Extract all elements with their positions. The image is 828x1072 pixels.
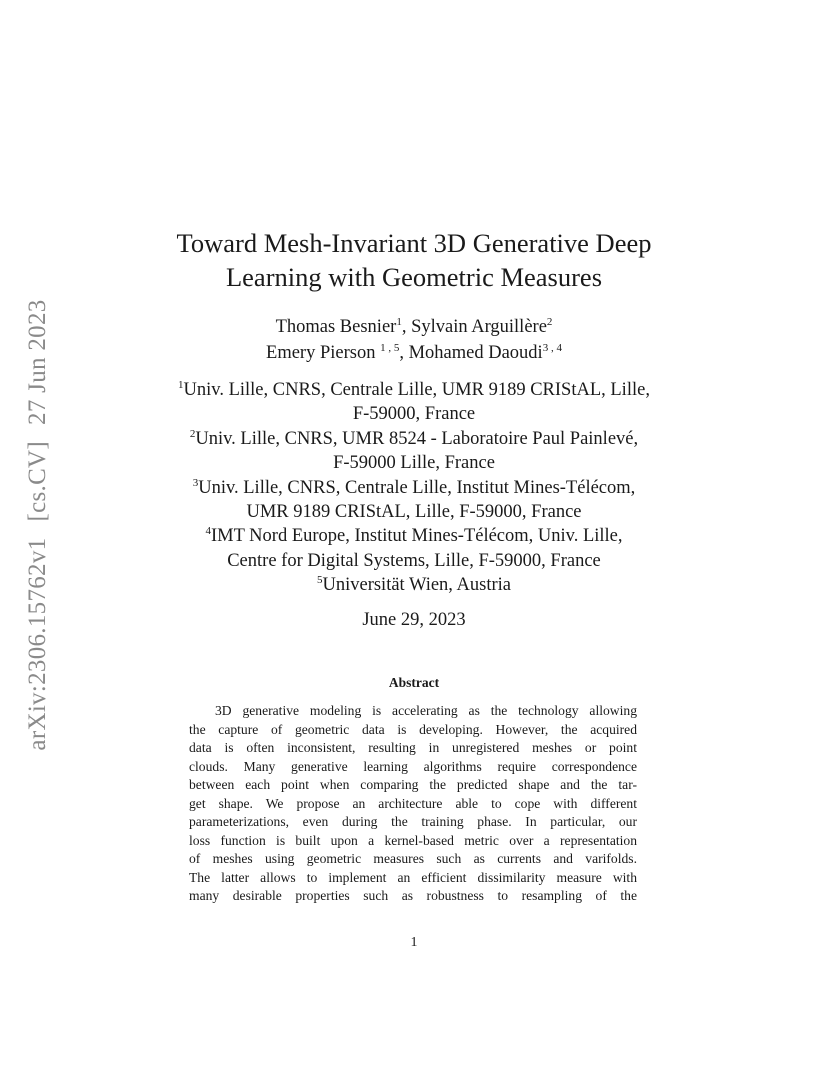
abstract-line: loss function is built upon a kernel-based metric over a representation — [189, 832, 637, 848]
affiliation-line: $^3$Univ. Lille, CNRS, Centrale Lille, Institut Mines-Télécom, — [192, 476, 636, 498]
affiliation-line: UMR 9189 CRIStAL, Lille, F-59000, France — [246, 502, 582, 523]
abstract-line: get shape. We propose an architecture able to cope with different — [189, 795, 637, 811]
page-number: 1 — [410, 935, 418, 950]
arxiv-category: [cs.CV] — [24, 440, 51, 522]
affiliation-line: $^4$IMT Nord Europe, Institut Mines-Télécom, Univ. Lille, — [205, 525, 623, 547]
author-name: Emery Pierson — [266, 343, 376, 363]
abstract-line: of meshes using geometric measures such as currents and varifolds. — [189, 851, 637, 866]
affiliation-line: Centre for Digital Systems, Lille, F-59000, France — [227, 550, 601, 571]
affiliation-line: $^2$Univ. Lille, CNRS, UMR 8524 - Laboratoire Paul Painlevé, — [189, 427, 639, 449]
affiliation-mark: 3 — [192, 476, 199, 489]
author-name: Sylvain Arguillère — [411, 317, 547, 337]
abstract-heading: Abstract — [388, 675, 440, 690]
affiliation-line: F-59000 Lille, France — [333, 453, 495, 474]
author-affiliation-mark: 1 — [396, 316, 402, 328]
abstract-line: clouds. Many generative learning algorithms require correspondence — [189, 758, 637, 774]
affiliation-line: $^1$Univ. Lille, CNRS, Centrale Lille, UMR 9189 CRIStAL, Lille, — [178, 379, 650, 400]
publication-date: June 29, 2023 — [362, 610, 466, 630]
title-line: Toward Mesh-Invariant 3D Generative Deep — [176, 228, 652, 258]
affiliation-line: F-59000, France — [352, 404, 476, 425]
abstract-line: The latter allows to implement an efficient dissimilarity measure with — [189, 869, 637, 885]
arxiv-id: arXiv:2306.15762v1 — [24, 537, 51, 751]
abstract-line: 3D generative modeling is accelerating as the technology allowing — [215, 703, 637, 718]
affiliation-line: $^5$Universität Wien, Austria — [316, 574, 511, 596]
abstract-body — [189, 702, 637, 906]
author-affiliation-mark: 1 , 5 — [380, 342, 400, 354]
affiliation-mark: 4 — [205, 525, 211, 538]
affiliation-list — [0, 378, 828, 598]
abstract-line: many desirable properties such as robustness to resampling of the — [189, 888, 637, 903]
paper-title — [0, 226, 828, 294]
affiliation-mark: 5 — [316, 574, 323, 587]
author-line: Emery Pierson $^{1 , 5}$, Mohamed Daoudi$^{3 , 4}$ — [266, 342, 562, 363]
author-affiliation-mark: 2 — [546, 316, 553, 328]
title-line: Learning with Geometric Measures — [225, 262, 603, 292]
affiliation-mark: 2 — [189, 427, 196, 440]
author-list — [0, 314, 828, 366]
author-name: Mohamed Daoudi — [408, 343, 543, 363]
abstract-line: data is often inconsistent, resulting in unregistered meshes or point — [189, 740, 637, 755]
abstract-line: parameterizations, even during the training phase. In particular, our — [189, 814, 637, 829]
abstract-line: between each point when comparing the predicted shape and the tar- — [189, 777, 637, 792]
arxiv-date: 27 Jun 2023 — [24, 299, 51, 425]
author-name: Thomas Besnier — [275, 317, 397, 337]
author-affiliation-mark: 3 , 4 — [542, 342, 562, 354]
author-line: Thomas Besnier$^1$, Sylvain Arguillère$^2$ — [275, 316, 553, 337]
abstract-line: the capture of geometric data is developing. However, the acquired — [189, 721, 637, 737]
affiliation-mark: 1 — [178, 379, 184, 391]
